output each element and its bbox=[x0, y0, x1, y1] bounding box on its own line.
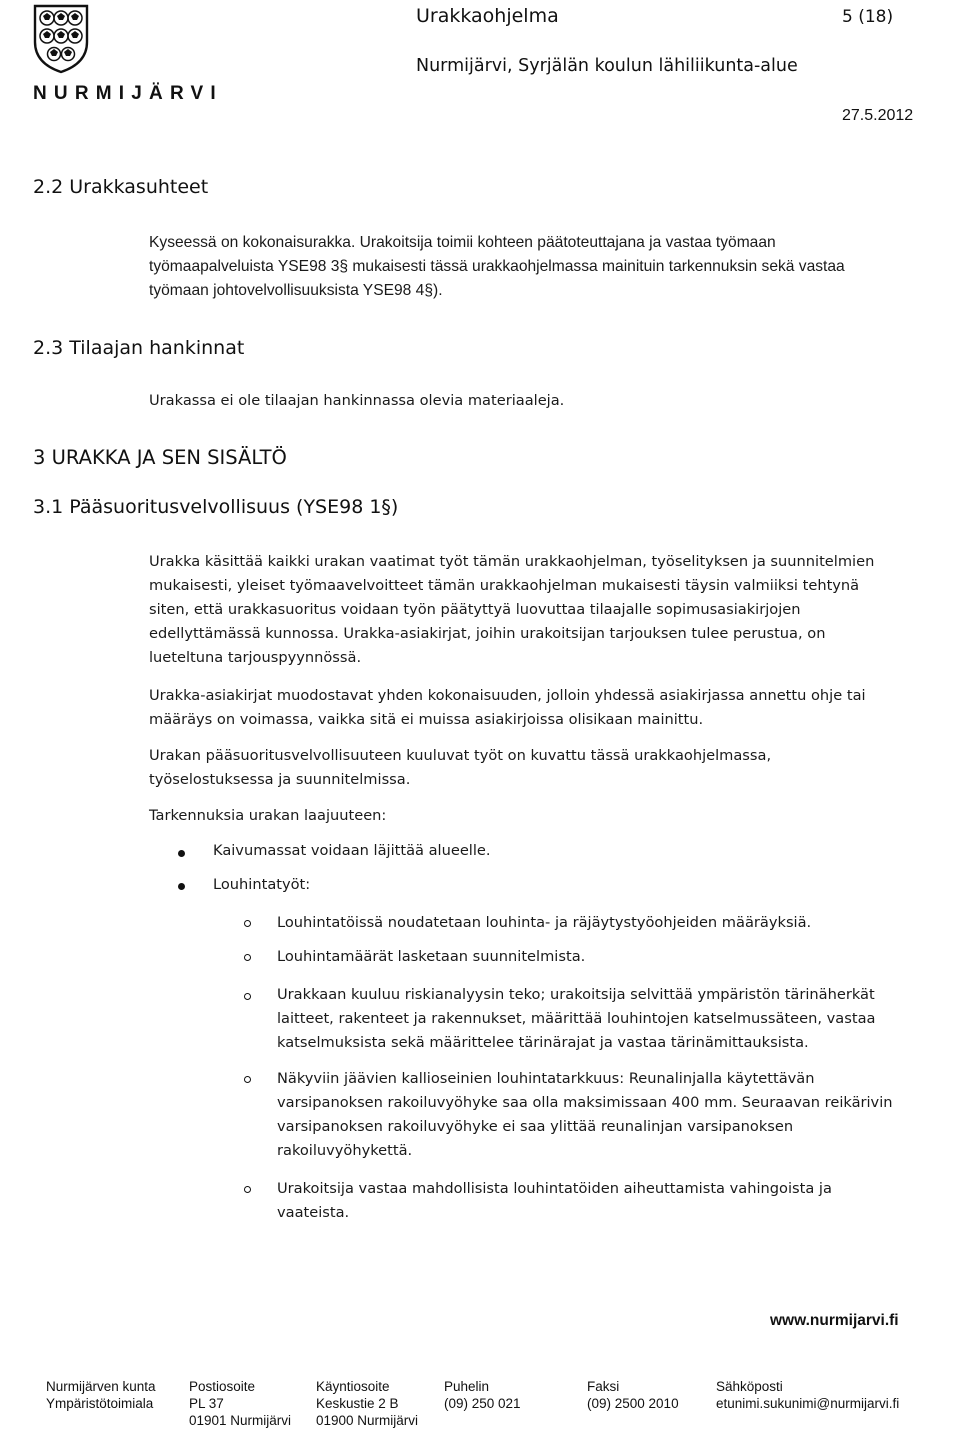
footer-text: Postiosoite bbox=[189, 1379, 256, 1394]
sub-list-line: varsipanoksen rakoiluvyöhyke ei saa ylittää reunalinjan varsipanoksen bbox=[277, 1118, 794, 1135]
paragraph-line: mukaisesti, yleiset työmaavelvoitteet tämän urakkaohjelman mukaisesti täysin valmiiksi tehtynä bbox=[149, 577, 860, 594]
document-date: 27.5.2012 bbox=[842, 107, 914, 124]
sub-list-line: Louhintatöissä noudatetaan louhinta- ja räjäytystyöohjeiden määräyksiä. bbox=[277, 914, 812, 931]
paragraph-line: työmaan johtovelvollisuuksista YSE98 4§). bbox=[149, 282, 443, 299]
footer-text: (09) 2500 2010 bbox=[587, 1396, 679, 1411]
document-subtitle: Nurmijärvi, Syrjälän koulun lähiliikunta-alue bbox=[416, 56, 798, 76]
footer-text: PL 37 bbox=[189, 1396, 224, 1411]
footer-text: Keskustie 2 B bbox=[316, 1396, 399, 1411]
circle-bullet-icon bbox=[244, 1186, 251, 1193]
paragraph-line: Urakka-asiakirjat muodostavat yhden kokonaisuuden, jolloin yhdessä asiakirjassa annettu ohje tai bbox=[149, 687, 866, 704]
paragraph-line: työmaapalveluista YSE98 3§ mukaisesti tässä urakkaohjelmassa mainituin tarkennuksin sekä vastaa bbox=[149, 258, 845, 275]
sub-list-line: Urakkaan kuuluu riskianalyysin teko; urakoitsija selvittää ympäristön tärinäherkät bbox=[277, 986, 875, 1003]
page-number: 5 (18) bbox=[842, 7, 894, 27]
website-link[interactable]: www.nurmijarvi.fi bbox=[770, 1312, 899, 1329]
footer-email bbox=[716, 1378, 899, 1412]
section-3-1-paragraph-2 bbox=[149, 684, 939, 732]
section-2-2-paragraph bbox=[149, 231, 939, 303]
section-3-1-paragraph-4 bbox=[149, 804, 939, 828]
footer-text: 01900 Nurmijärvi bbox=[316, 1413, 419, 1428]
sub-list-item bbox=[277, 983, 947, 1055]
section-2-2-heading: 2.2 Urakkasuhteet bbox=[33, 176, 209, 198]
sub-list-item bbox=[277, 1067, 947, 1163]
circle-bullet-icon bbox=[244, 954, 251, 961]
footer-text: Ympäristötoimiala bbox=[46, 1396, 154, 1411]
sub-list-item bbox=[277, 1177, 947, 1225]
sub-list-line: Urakoitsija vastaa mahdollisista louhintatöiden aiheuttamista vahingoista ja bbox=[277, 1180, 832, 1197]
sub-list-item bbox=[277, 945, 947, 969]
circle-bullet-icon bbox=[244, 993, 251, 1000]
section-3-1-paragraph-1 bbox=[149, 550, 939, 670]
footer-visiting-address bbox=[316, 1378, 418, 1429]
sub-list-line: Näkyviin jäävien kallioseinien louhintatarkkuus: Reunalinjalla käytettävän bbox=[277, 1070, 815, 1087]
paragraph-line: määräys on voimassa, vaikka sitä ei muissa asiakirjoissa olisikaan mainittu. bbox=[149, 711, 704, 728]
footer-phone bbox=[444, 1378, 521, 1412]
circle-bullet-icon bbox=[244, 1076, 251, 1083]
paragraph-line: Kyseessä on kokonaisurakka. Urakoitsija toimii kohteen päätoteuttajana ja vastaa työmaan bbox=[149, 234, 776, 251]
bullet-icon bbox=[178, 850, 185, 857]
sub-list-line: varsipanoksen rakoiluvyöhyke saa olla maksimissaan 400 mm. Seuraavan reikärivin bbox=[277, 1094, 893, 1111]
paragraph-line: Urakka käsittää kaikki urakan vaatimat työt tämän urakkaohjelman, työselityksen ja suunnitelmien bbox=[149, 553, 875, 570]
section-2-3-paragraph bbox=[149, 389, 939, 413]
paragraph-line: Tarkennuksia urakan laajuuteen: bbox=[149, 807, 387, 824]
section-2-3-heading: 2.3 Tilaajan hankinnat bbox=[33, 337, 245, 359]
footer-text: Sähköposti bbox=[716, 1379, 783, 1394]
footer-organization bbox=[46, 1378, 156, 1412]
footer-text: (09) 250 021 bbox=[444, 1396, 521, 1411]
section-3-1-heading: 3.1 Pääsuoritusvelvollisuus (YSE98 1§) bbox=[33, 496, 399, 518]
document-title: Urakkaohjelma bbox=[416, 5, 559, 27]
paragraph-line: Urakan pääsuoritusvelvollisuuteen kuuluvat työt on kuvattu tässä urakkaohjelmassa, bbox=[149, 747, 772, 764]
footer-fax bbox=[587, 1378, 679, 1412]
list-item: Louhintatyöt: bbox=[213, 876, 311, 893]
sub-list-line: Louhintamäärät lasketaan suunnitelmista. bbox=[277, 948, 586, 965]
footer-text[interactable]: etunimi.sukunimi@nurmijarvi.fi bbox=[716, 1396, 900, 1411]
footer-text: Puhelin bbox=[444, 1379, 490, 1394]
paragraph-line: Urakassa ei ole tilaajan hankinnassa olevia materiaaleja. bbox=[149, 392, 565, 409]
paragraph-line: edellyttämässä kunnossa. Urakka-asiakirjat, joihin urakoitsijan tarjouksen tulee perustua, on bbox=[149, 625, 826, 642]
sub-list-line: katselmuksista sekä määrittelee tärinärajat ja vastaa tärinämittauksista. bbox=[277, 1034, 809, 1051]
sub-list-line: vaateista. bbox=[277, 1204, 350, 1221]
nurmijarvi-wordmark-logo: NURMIJÄRVI bbox=[33, 83, 223, 104]
list-item: Kaivumassat voidaan läjittää alueelle. bbox=[213, 842, 491, 859]
paragraph-line: työselostuksessa ja suunnitelmissa. bbox=[149, 771, 411, 788]
footer-text: Käyntiosoite bbox=[316, 1379, 390, 1394]
sub-list-line: rakoiluvyöhykettä. bbox=[277, 1142, 413, 1159]
footer-text: 01901 Nurmijärvi bbox=[189, 1413, 292, 1428]
paragraph-line: siten, että urakkasuoritus voidaan työn päätyttyä luovuttaa tilaajalle sopimusasiakirjojen bbox=[149, 601, 801, 618]
paragraph-line: lueteltuna tarjouspyynnössä. bbox=[149, 649, 362, 666]
circle-bullet-icon bbox=[244, 920, 251, 927]
bullet-icon bbox=[178, 883, 185, 890]
footer-text: Faksi bbox=[587, 1379, 620, 1394]
section-3-heading: 3 URAKKA JA SEN SISÄLTÖ bbox=[33, 446, 287, 469]
footer-postal-address bbox=[189, 1378, 291, 1429]
footer-text: Nurmijärven kunta bbox=[46, 1379, 156, 1394]
sub-list-item bbox=[277, 911, 947, 935]
nurmijarvi-coat-of-arms-logo bbox=[33, 4, 89, 74]
section-3-1-paragraph-3 bbox=[149, 744, 939, 792]
sub-list-line: laitteet, rakenteet ja rakennukset, määrittää louhintojen katselmussäteen, vastaa bbox=[277, 1010, 876, 1027]
